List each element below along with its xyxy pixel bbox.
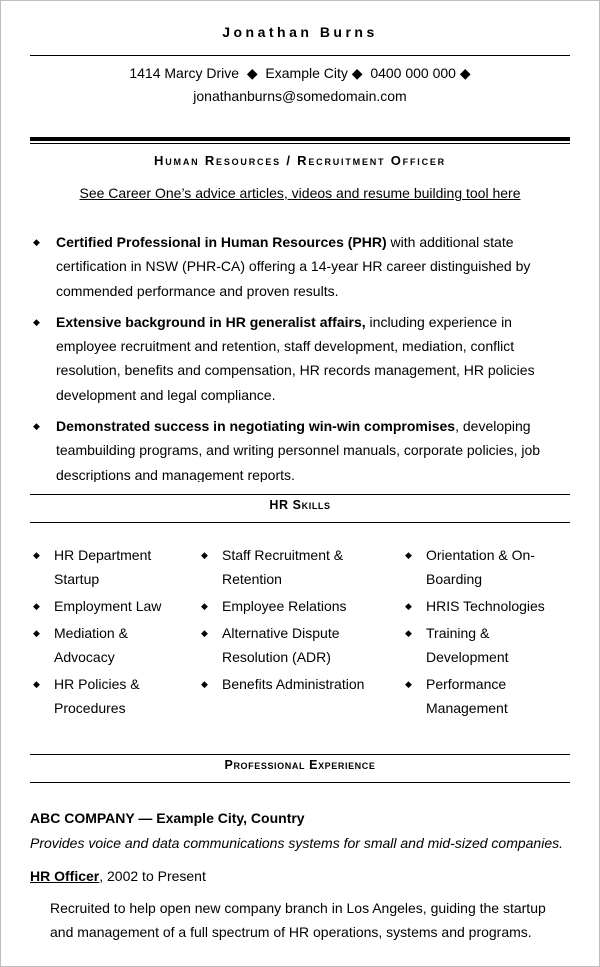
bullet-icon: ◆: [33, 550, 40, 560]
skill-item: [198, 621, 378, 669]
skill-item: [198, 543, 378, 591]
skill-label: Alternative Dispute Resolution (ADR): [222, 625, 340, 665]
skills-column: [30, 543, 180, 723]
summary-highlight: Extensive background in HR generalist affairs,: [56, 313, 366, 330]
summary-highlight: Certified Professional in Human Resources (PHR): [56, 234, 387, 250]
summary-text: , developing teambuilding programs, and writing personnel manuals, corporate policies, job descriptions and management reports.: [56, 418, 541, 482]
skills-column: [402, 543, 562, 723]
skill-label: Employee Relations: [222, 598, 347, 614]
divider: [30, 143, 570, 144]
separator-icon: ◆: [459, 65, 471, 81]
experience-section: [30, 806, 570, 944]
skill-label: HR Department Startup: [54, 547, 152, 587]
bullet-icon: ◆: [33, 679, 40, 689]
bullet-icon: ◆: [405, 679, 412, 689]
candidate-name: Jonathan Burns: [222, 24, 378, 40]
skills-column: [198, 543, 378, 699]
bullet-icon: ◆: [405, 601, 412, 611]
skill-label: Performance Management: [426, 676, 508, 716]
bullet-icon: ◆: [33, 628, 40, 638]
bullet-icon: ◆: [201, 550, 208, 560]
skill-item: [30, 543, 180, 591]
career-advice-link[interactable]: See Career One’s advice articles, videos and resume building tool here: [79, 185, 521, 201]
skill-label: HR Policies & Procedures: [54, 676, 140, 716]
skill-label: Orientation & On-Boarding: [426, 547, 535, 587]
bullet-icon: ◆: [33, 316, 40, 327]
bullet-icon: ◆: [201, 628, 208, 638]
company-description: Provides voice and data communications systems for small and mid-sized companies.: [30, 835, 564, 851]
job-title: Human Resources / Recruitment Officer: [154, 153, 446, 168]
skill-label: HRIS Technologies: [426, 598, 545, 614]
skill-item: [198, 594, 378, 618]
skill-item: [30, 672, 180, 720]
experience-heading: Professional Experience: [224, 758, 376, 772]
contact-info: [30, 62, 570, 108]
skill-item: [30, 594, 180, 618]
skill-item: [198, 672, 378, 696]
skill-label: Benefits Administration: [222, 676, 365, 692]
skills-heading: HR Skills: [269, 498, 331, 512]
bullet-icon: ◆: [33, 421, 40, 432]
role-detail: Recruited to help open new company branch in Los Angeles, guiding the startup and management of a full spectrum of HR operations, systems and programs.: [50, 900, 546, 940]
skill-item: [30, 621, 180, 669]
divider: [30, 754, 570, 755]
summary-item: [30, 310, 570, 407]
skill-label: Employment Law: [54, 598, 162, 614]
skill-item: [402, 543, 562, 591]
bullet-icon: ◆: [201, 679, 208, 689]
summary-text: including experience in employee recruitment and retention, staff development, mediation, conflict resolution, benefits and compensation, HR records management, HR policies development and legal compliance.: [56, 313, 535, 403]
bullet-icon: ◆: [201, 601, 208, 611]
role-title: HR Officer: [30, 868, 100, 884]
skill-label: Mediation & Advocacy: [54, 625, 128, 665]
city: Example City: [265, 65, 348, 81]
separator-icon: ◆: [246, 65, 258, 81]
bullet-icon: ◆: [33, 601, 40, 611]
bullet-icon: ◆: [405, 550, 412, 560]
skill-item: [402, 672, 562, 720]
separator-icon: ◆: [351, 65, 363, 81]
phone: 0400 000 000: [370, 65, 456, 81]
divider: [30, 55, 570, 56]
divider: [30, 782, 570, 783]
summary-section: [30, 230, 570, 482]
email: jonathanburns@somedomain.com: [193, 88, 407, 104]
summary-text: with additional state certification in NSW (PHR-CA) offering a 14-year HR career distinguished by commended performance and proven results.: [56, 234, 531, 299]
skill-label: Staff Recruitment & Retention: [222, 547, 344, 587]
skill-item: [402, 594, 562, 618]
bullet-icon: ◆: [405, 628, 412, 638]
role-line: [30, 864, 570, 888]
company-name: ABC COMPANY — Example City, Country: [30, 810, 305, 826]
role-dates: , 2002 to Present: [99, 868, 206, 884]
skill-label: Training & Development: [426, 625, 509, 665]
divider: [30, 522, 570, 523]
skill-item: [402, 621, 562, 669]
bullet-icon: ◆: [33, 237, 40, 247]
divider: [30, 494, 570, 495]
summary-item: [30, 414, 570, 482]
summary-item: [30, 230, 570, 303]
thick-divider: [30, 137, 570, 141]
summary-highlight: Demonstrated success in negotiating win-win compromises: [56, 418, 456, 435]
address: 1414 Marcy Drive: [129, 65, 240, 81]
